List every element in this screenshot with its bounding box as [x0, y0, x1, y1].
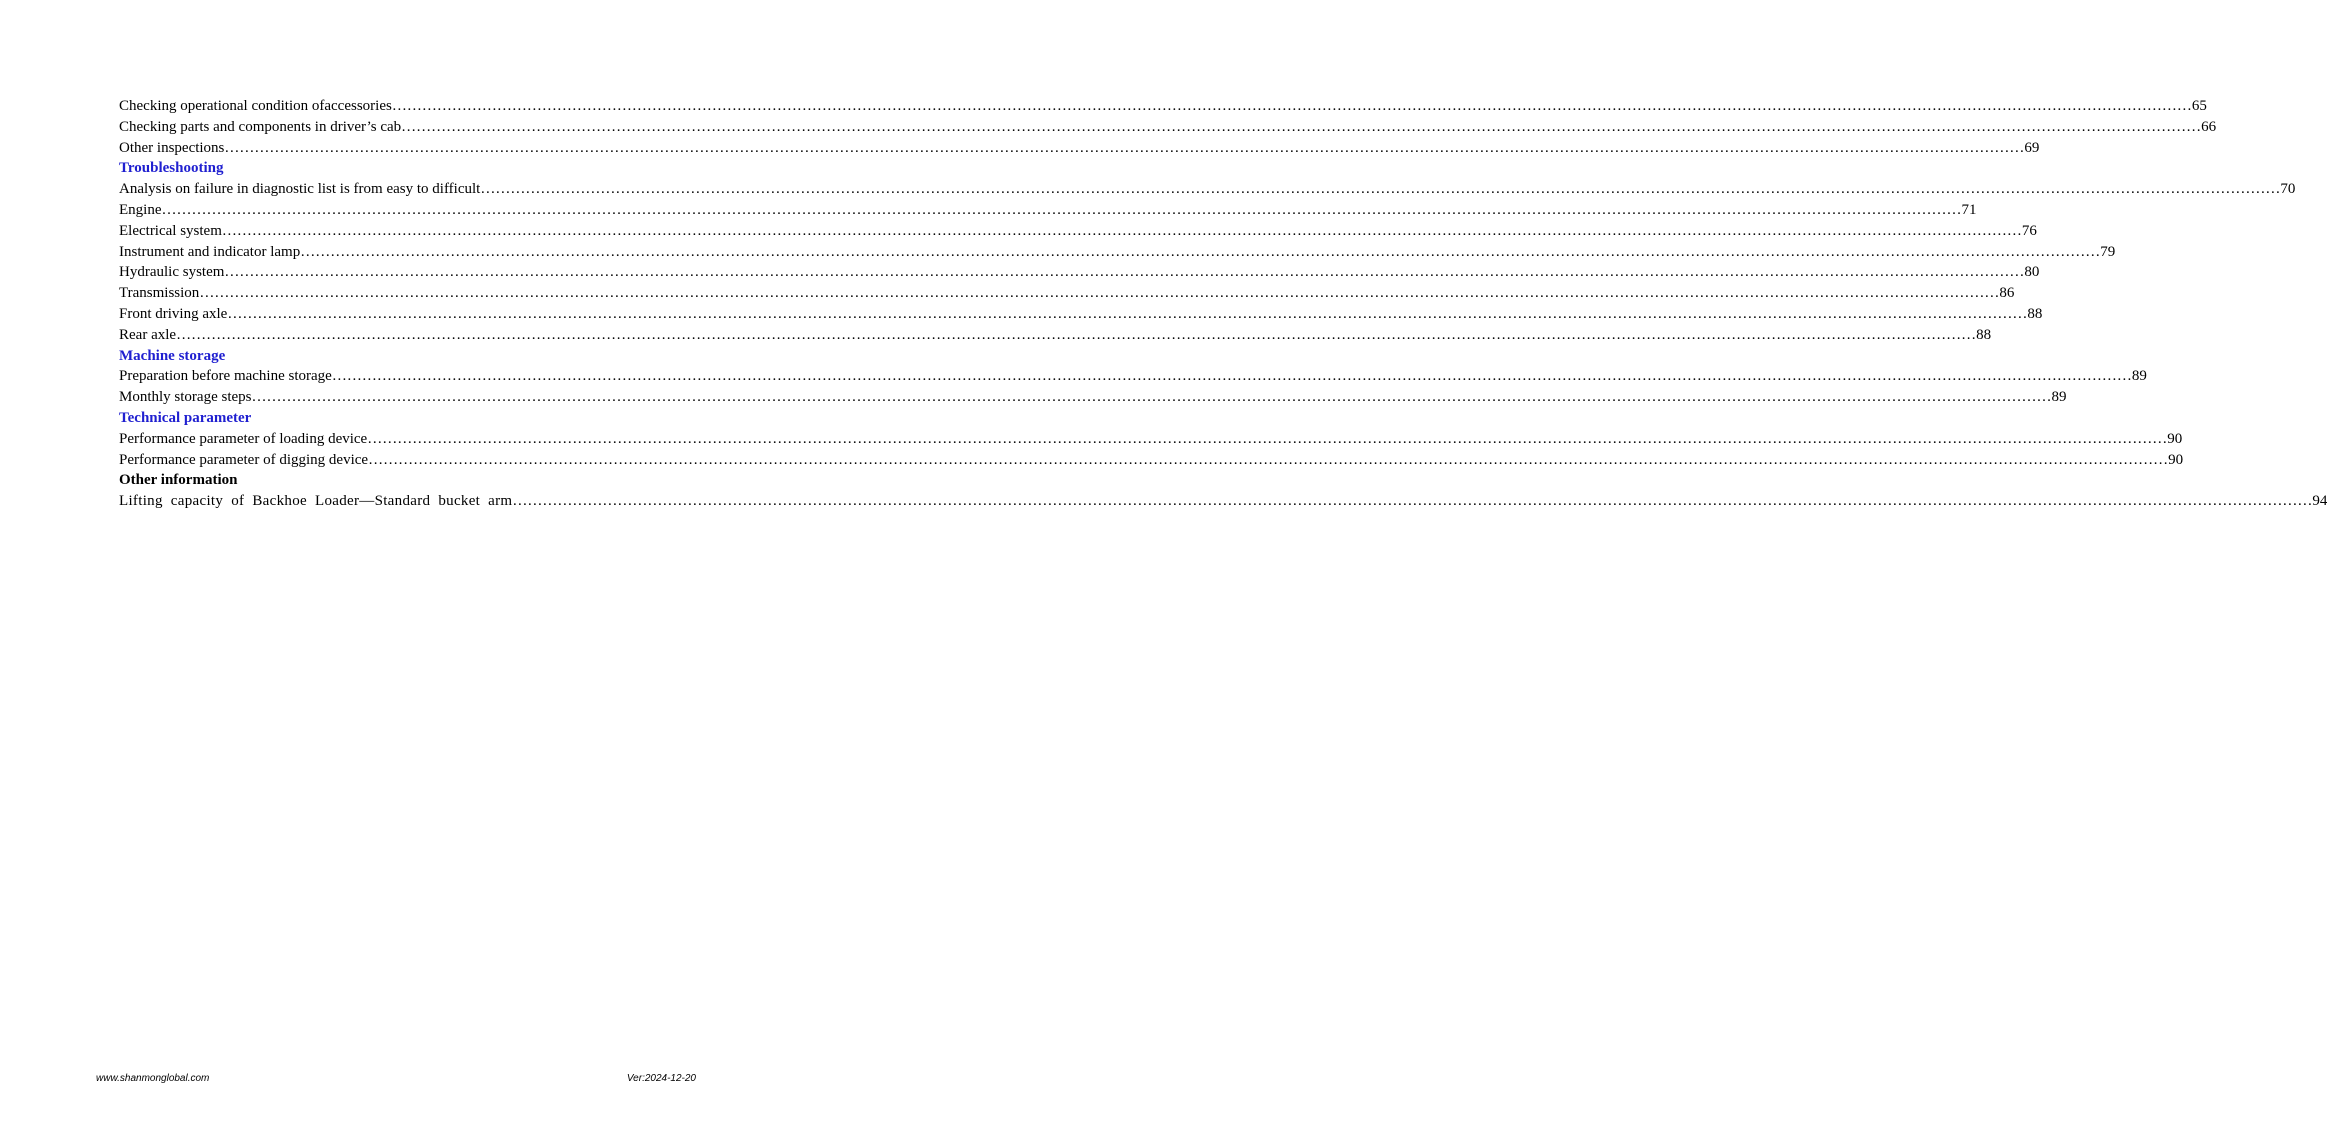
toc-entry-label: Analysis on failure in diagnostic list is from easy to difficult: [119, 181, 481, 198]
toc-entry-label: Checking operational condition ofaccessories: [119, 98, 392, 114]
toc-entry-page: 89: [2131, 368, 2147, 385]
toc-entry-page: 89: [2051, 389, 2067, 406]
toc-entry[interactable]: [119, 221, 2037, 242]
toc-entry-page: 70: [2280, 181, 2296, 198]
toc-entry-label: Instrument and indicator lamp: [119, 243, 301, 260]
toc-leader-dots: ………………………………………………………………………………………………………………………………………………………………………………………………………………………………………………………………………………………………………………………………: [199, 285, 2000, 302]
toc-entry-label: Performance parameter of digging device: [119, 451, 369, 468]
toc-entry[interactable]: [119, 138, 2040, 159]
footer-website: www.shanmonglobal.com: [96, 1073, 210, 1084]
toc-entry-page: 88: [1976, 326, 1992, 343]
toc-entry[interactable]: [119, 242, 2116, 263]
toc-entry-label: Front driving axle: [119, 305, 228, 322]
toc-leader-dots: ………………………………………………………………………………………………………………………………………………………………………………………………………………………………………………………………………………………………………………………………: [512, 493, 2313, 510]
toc-entry-page: 69: [2024, 139, 2040, 156]
toc-leader-dots: ………………………………………………………………………………………………………………………………………………………………………………………………………………………………………………………………………………………………………………………………: [176, 326, 1977, 343]
toc-entry[interactable]: [119, 450, 2184, 471]
toc-leader-dots: ………………………………………………………………………………………………………………………………………………………………………………………………………………………………………………………………………………………………………………………………: [224, 264, 2025, 281]
toc-leader-dots: ………………………………………………………………………………………………………………………………………………………………………………………………………………………………………………………………………………………………………………………………: [391, 98, 2192, 114]
toc-leader-dots: ………………………………………………………………………………………………………………………………………………………………………………………………………………………………………………………………………………………………………………………………: [368, 451, 2169, 468]
toc-entry[interactable]: [119, 283, 2015, 304]
toc-entry-label: Transmission: [119, 285, 200, 302]
toc-leader-dots: ………………………………………………………………………………………………………………………………………………………………………………………………………………………………………………………………………………………………………………………………: [161, 201, 1962, 218]
footer-version: Ver:2024-12-20: [626, 1073, 696, 1084]
toc-entry-label: Lifting capacity of Backhoe Loader—Standard bucket arm: [119, 493, 513, 510]
toc-entry-page: 80: [2024, 264, 2040, 281]
toc-entry-label: Engine: [119, 201, 162, 218]
toc-entry-page: 90: [2168, 451, 2184, 468]
toc-leader-dots: ………………………………………………………………………………………………………………………………………………………………………………………………………………………………………………………………………………………………………………………………: [221, 222, 2022, 239]
toc-leader-dots: ………………………………………………………………………………………………………………………………………………………………………………………………………………………………………………………………………………………………………………………………: [251, 389, 2052, 406]
toc-entry-label: Performance parameter of loading device: [119, 430, 368, 447]
toc-entry[interactable]: [119, 491, 2327, 512]
toc-leader-dots: ………………………………………………………………………………………………………………………………………………………………………………………………………………………………………………………………………………………………………………………………: [300, 243, 2101, 260]
toc-section-heading[interactable]: Troubleshooting: [119, 160, 224, 177]
toc-entry-label: Rear axle: [119, 326, 177, 343]
toc-entry-label: Monthly storage steps: [119, 389, 252, 406]
toc-entry-page: 76: [2021, 222, 2037, 239]
toc-leader-dots: ………………………………………………………………………………………………………………………………………………………………………………………………………………………………………………………………………………………………………………………………: [480, 181, 2281, 198]
toc-section-heading[interactable]: Other information: [119, 472, 238, 489]
toc-entry-page: 90: [2167, 430, 2183, 447]
toc-entry-label: Hydraulic system: [119, 264, 225, 281]
toc-entry-label: Preparation before machine storage: [119, 368, 332, 385]
toc-entry[interactable]: [119, 366, 2147, 387]
toc-entry-page: 86: [1999, 285, 2015, 302]
toc-entry-label: Other inspections: [119, 139, 225, 156]
toc-entry[interactable]: [119, 200, 1977, 221]
toc-entry-label: Checking parts and components in driver’s cab: [119, 118, 402, 135]
toc-section-heading[interactable]: Technical parameter: [119, 409, 252, 426]
table-of-contents: [119, 96, 2327, 512]
toc-entry[interactable]: [119, 429, 2183, 450]
toc-entry-page: 66: [2201, 118, 2217, 135]
toc-entry[interactable]: [119, 179, 2296, 200]
toc-entry[interactable]: [119, 387, 2067, 408]
toc-leader-dots: ………………………………………………………………………………………………………………………………………………………………………………………………………………………………………………………………………………………………………………………………: [367, 430, 2168, 447]
toc-leader-dots: ………………………………………………………………………………………………………………………………………………………………………………………………………………………………………………………………………………………………………………………………: [331, 368, 2132, 385]
toc-section-heading[interactable]: Machine storage: [119, 347, 226, 364]
toc-entry[interactable]: [119, 262, 2040, 283]
toc-entry-page: 71: [1961, 201, 1977, 218]
toc-leader-dots: ………………………………………………………………………………………………………………………………………………………………………………………………………………………………………………………………………………………………………………………………: [401, 118, 2202, 135]
toc-entry[interactable]: [119, 304, 2043, 325]
toc-entry-label: Electrical system: [119, 222, 222, 239]
toc-leader-dots: ………………………………………………………………………………………………………………………………………………………………………………………………………………………………………………………………………………………………………………………………: [227, 305, 2028, 322]
toc-entry-page: 65: [2191, 98, 2207, 114]
toc-entry[interactable]: [119, 96, 2207, 117]
toc-entry-page: 88: [2027, 305, 2043, 322]
toc-entry[interactable]: [119, 325, 1992, 346]
toc-entry-page: 79: [2100, 243, 2116, 260]
toc-entry-page: 94: [2312, 493, 2327, 510]
toc-leader-dots: ………………………………………………………………………………………………………………………………………………………………………………………………………………………………………………………………………………………………………………………………: [224, 139, 2025, 156]
toc-entry[interactable]: [119, 117, 2217, 138]
